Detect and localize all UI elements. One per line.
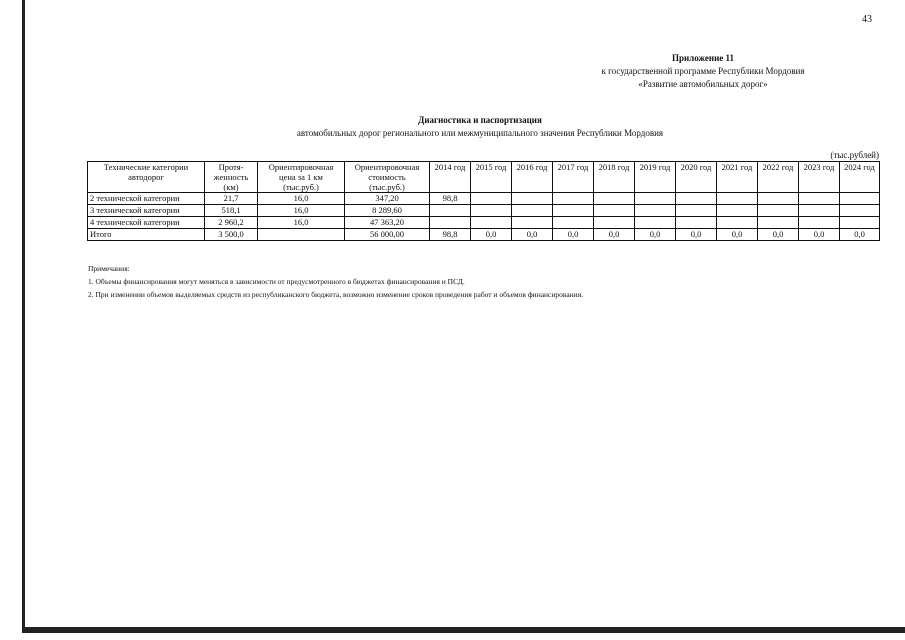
appendix-line-2: к государственной программе Республики Мордовия bbox=[601, 66, 805, 76]
header-year: 2016 год bbox=[512, 162, 553, 193]
header-line: Технические категории bbox=[103, 162, 189, 172]
cell-year-value: 0,0 bbox=[799, 229, 840, 241]
cell-year-value bbox=[758, 193, 799, 205]
cell-year-value bbox=[717, 193, 758, 205]
table-row bbox=[88, 217, 880, 229]
document-title bbox=[200, 114, 760, 140]
cell-year-value: 0,0 bbox=[471, 229, 512, 241]
cell-year-value bbox=[840, 205, 880, 217]
header-unit-price bbox=[258, 162, 345, 193]
cell-year-value bbox=[635, 205, 676, 217]
cell-year-value bbox=[799, 217, 840, 229]
cell-category: 4 технической категории bbox=[88, 217, 205, 229]
header-year: 2019 год bbox=[635, 162, 676, 193]
cell-year-value bbox=[512, 205, 553, 217]
header-line: Протя- bbox=[218, 162, 244, 172]
cell-year-value bbox=[512, 217, 553, 229]
cell-year-value bbox=[676, 217, 717, 229]
cell-total-cost: 56 000,00 bbox=[345, 229, 430, 241]
cell-year-value bbox=[758, 205, 799, 217]
cell-length: 21,7 bbox=[205, 193, 258, 205]
header-line: Ориентировочная bbox=[268, 162, 334, 172]
cell-length: 518,1 bbox=[205, 205, 258, 217]
appendix-line-3: «Развитие автомобильных дорог» bbox=[638, 79, 768, 89]
header-line: (км) bbox=[223, 182, 239, 192]
cell-total-cost: 8 289,60 bbox=[345, 205, 430, 217]
table-row bbox=[88, 229, 880, 241]
cell-year-value: 98,8 bbox=[430, 193, 471, 205]
header-year: 2023 год bbox=[799, 162, 840, 193]
notes-block bbox=[88, 262, 583, 301]
cell-year-value bbox=[635, 193, 676, 205]
header-year: 2022 год bbox=[758, 162, 799, 193]
appendix-heading: Приложение 11 bbox=[671, 53, 735, 63]
cell-year-value bbox=[471, 217, 512, 229]
header-line: автодорог bbox=[128, 172, 164, 182]
cell-year-value bbox=[717, 205, 758, 217]
cell-year-value bbox=[758, 217, 799, 229]
page-number: 43 bbox=[862, 14, 872, 25]
cell-year-value: 0,0 bbox=[840, 229, 880, 241]
header-line: стоимость bbox=[368, 172, 406, 182]
header-line: цена за 1 км bbox=[279, 172, 323, 182]
header-total-cost bbox=[345, 162, 430, 193]
units-label: (тыс.рублей) bbox=[830, 150, 879, 160]
scan-border-left bbox=[22, 0, 25, 633]
note-item-1: 1. Объемы финансирования могут меняться в зависимости от предусмотренного в бюджетах финансирования и ПСД. bbox=[88, 277, 465, 286]
cell-year-value bbox=[430, 217, 471, 229]
cell-year-value bbox=[840, 217, 880, 229]
cell-year-value bbox=[676, 205, 717, 217]
header-line: женность bbox=[213, 172, 249, 182]
cell-length: 3 500,0 bbox=[205, 229, 258, 241]
note-item-2: 2. При изменении объемов выделяемых средств из республиканского бюджета, возможно изменение сроков проведения работ и объемов финансирования. bbox=[88, 290, 584, 299]
cell-year-value: 0,0 bbox=[676, 229, 717, 241]
cell-year-value bbox=[471, 205, 512, 217]
header-year: 2017 год bbox=[553, 162, 594, 193]
cell-category: Итого bbox=[88, 229, 205, 241]
header-year: 2024 год bbox=[840, 162, 880, 193]
cell-year-value bbox=[717, 217, 758, 229]
table-header-row bbox=[88, 162, 880, 193]
cell-unit-price: 16,0 bbox=[258, 205, 345, 217]
cell-year-value bbox=[594, 193, 635, 205]
financing-table bbox=[87, 161, 880, 241]
cell-year-value bbox=[553, 205, 594, 217]
cell-year-value bbox=[635, 217, 676, 229]
title-line-2: автомобильных дорог регионального или межмуниципального значения Республики Мордовия bbox=[296, 128, 664, 138]
appendix-block bbox=[553, 52, 853, 91]
header-year: 2021 год bbox=[717, 162, 758, 193]
header-line: (тыс.руб.) bbox=[283, 182, 319, 192]
table-row bbox=[88, 205, 880, 217]
header-line: Ориентировочная bbox=[354, 162, 420, 172]
cell-year-value: 0,0 bbox=[635, 229, 676, 241]
cell-year-value bbox=[594, 217, 635, 229]
cell-year-value: 0,0 bbox=[717, 229, 758, 241]
cell-length: 2 960,2 bbox=[205, 217, 258, 229]
cell-year-value bbox=[553, 217, 594, 229]
header-line: (тыс.руб.) bbox=[369, 182, 405, 192]
cell-year-value bbox=[799, 205, 840, 217]
cell-year-value: 98,8 bbox=[430, 229, 471, 241]
cell-year-value: 0,0 bbox=[553, 229, 594, 241]
cell-year-value: 0,0 bbox=[512, 229, 553, 241]
cell-year-value bbox=[840, 193, 880, 205]
cell-year-value bbox=[676, 193, 717, 205]
cell-unit-price bbox=[258, 229, 345, 241]
header-year: 2015 год bbox=[471, 162, 512, 193]
cell-year-value bbox=[594, 205, 635, 217]
cell-year-value bbox=[799, 193, 840, 205]
cell-year-value bbox=[471, 193, 512, 205]
cell-year-value bbox=[512, 193, 553, 205]
header-year: 2014 год bbox=[430, 162, 471, 193]
cell-year-value bbox=[430, 205, 471, 217]
header-length bbox=[205, 162, 258, 193]
cell-unit-price: 16,0 bbox=[258, 217, 345, 229]
cell-year-value bbox=[553, 193, 594, 205]
cell-year-value: 0,0 bbox=[594, 229, 635, 241]
cell-unit-price: 16,0 bbox=[258, 193, 345, 205]
cell-total-cost: 347,20 bbox=[345, 193, 430, 205]
title-line-1: Диагностика и паспортизация bbox=[418, 115, 542, 125]
header-year: 2020 год bbox=[676, 162, 717, 193]
notes-heading: Примечания: bbox=[88, 264, 130, 273]
table-row bbox=[88, 193, 880, 205]
header-category bbox=[88, 162, 205, 193]
header-year: 2018 год bbox=[594, 162, 635, 193]
cell-category: 2 технической категории bbox=[88, 193, 205, 205]
cell-year-value: 0,0 bbox=[758, 229, 799, 241]
cell-total-cost: 47 363,20 bbox=[345, 217, 430, 229]
scan-border-bottom bbox=[22, 627, 905, 633]
cell-category: 3 технической категории bbox=[88, 205, 205, 217]
